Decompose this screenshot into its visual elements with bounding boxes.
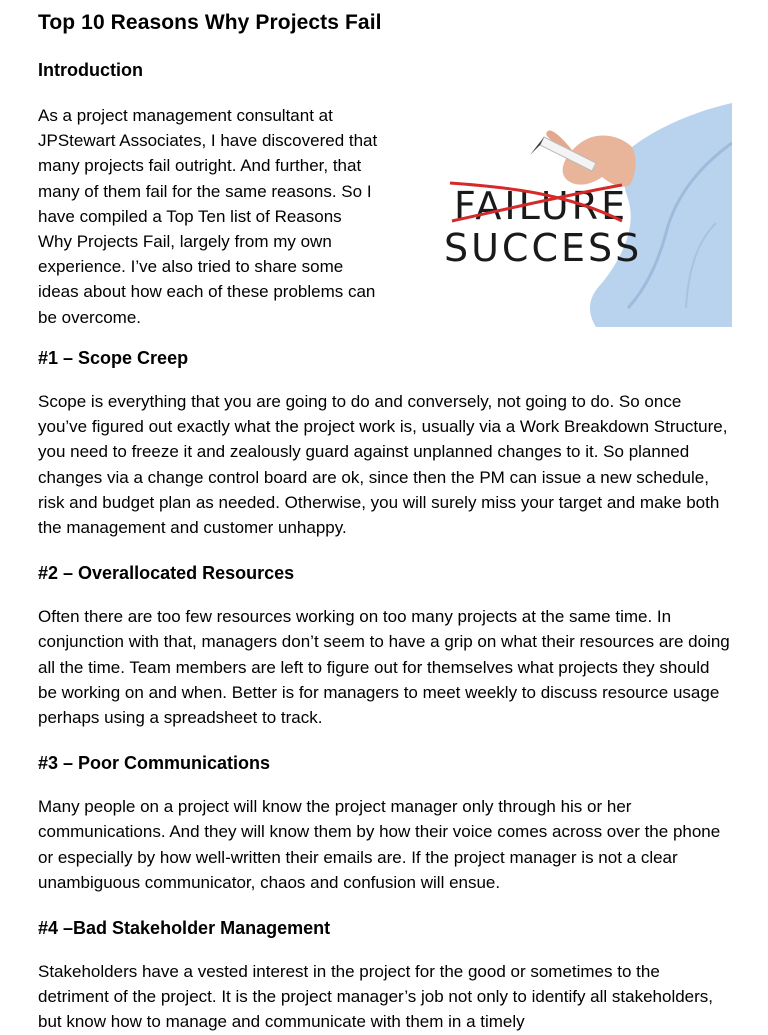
intro-block — [38, 103, 732, 333]
intro-paragraph: As a project management consultant at JPStewart Associates, I have discovered that many projects fail outright. And further, that many of them fail for the same reasons. So I have compiled a Top Ten list of Reasons Why Projects Fail, largely from my own experience. I’ve also tried to share some ideas about how each of these problems can be overcome. — [38, 106, 378, 327]
page-title: Top 10 Reasons Why Projects Fail — [38, 11, 382, 34]
failure-word: FAILURE — [454, 184, 629, 228]
intro-heading: Introduction — [38, 60, 143, 80]
failure-success-image — [396, 103, 732, 327]
section-body-3: Many people on a project will know the project manager only through his or her communications. And they will know them by how their voice comes across over the phone or especially by how well-written their emails are. If the project manager is not a clear unambiguous communicator, chaos and confusion will ensue. — [38, 797, 721, 892]
section-body-2: Often there are too few resources working on too many projects at the same time. In conjunction with that, managers don’t seem to have a grip on what their resources are doing all the time. Team members are left to figure out for themselves what projects they should be working on and when. Better is for managers to meet weekly to discuss resource usage perhaps using a spreadsheet to track. — [38, 607, 730, 728]
success-word: SUCCESS — [444, 226, 643, 270]
section-body-1: Scope is everything that you are going to do and conversely, not going to do. So once you’ve figured out exactly what the project work is, usually via a Work Breakdown Structure, you need to freeze it and zealously guard against unplanned changes to it. So planned changes via a change control board are ok, since then the PM can issue a new schedule, risk and budget plan as needed. Otherwise, you will surely miss your target and make both the management and customer unhappy. — [38, 392, 728, 538]
section-heading-3: #3 – Poor Communications — [38, 753, 271, 774]
article — [38, 0, 732, 1035]
section-heading-1: #1 – Scope Creep — [38, 348, 189, 368]
section-heading-2: #2 – Overallocated Resources — [38, 563, 295, 584]
section-body-4: Stakeholders have a vested interest in the project for the good or sometimes to the detriment of the project. It is the project manager’s job not only to identify all stakeholders, but know how to manage and communicate with them in a timely — [38, 962, 714, 1032]
section-heading-4: #4 –Bad Stakeholder Management — [38, 918, 331, 939]
